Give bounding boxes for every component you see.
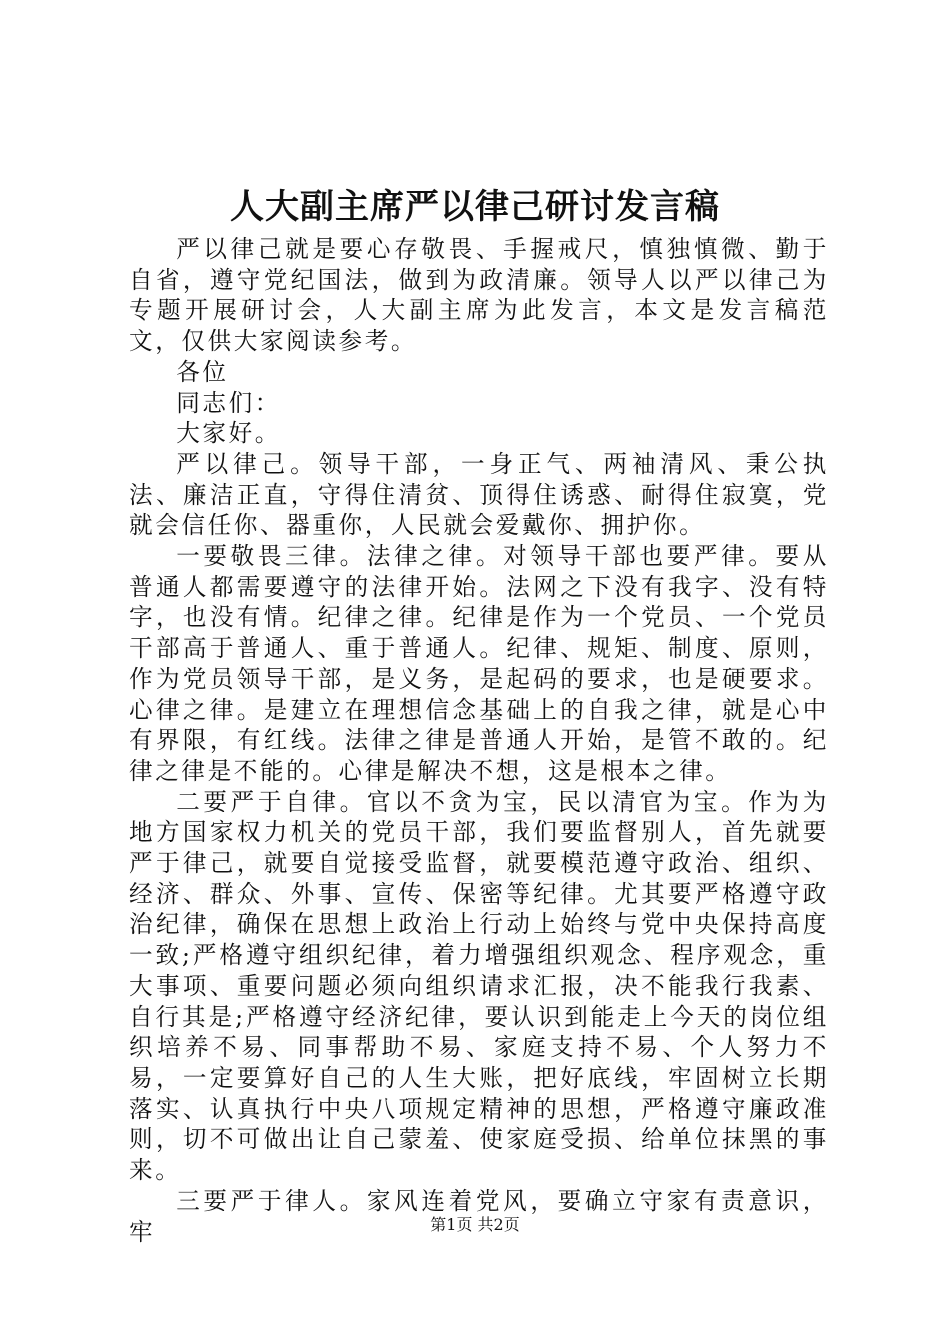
document-body [129, 234, 829, 1247]
paragraph-strict-self-discipline: 严以律己。领导干部，一身正气、两袖清风、秉公执法、廉洁正直，守得住清贫、顶得住诱惑、耐得住寂寞，党就会信任你、器重你，人民就会爱戴你、拥护你。 [129, 449, 829, 540]
paragraph-second-point: 二要严于自律。官以不贪为宝，民以清官为宝。作为为地方国家权力机关的党员干部，我们要监督别人，首先就要严于律己，就要自觉接受监督，就要模范遵守政治、组织、经济、群众、外事、宣传、保密等纪律。尤其要严格遵守政治纪律，确保在思想上政治上行动上始终与党中央保持高度一致;严格遵守组织纪律，着力增强组织观念、程序观念，重大事项、重要问题必须向组织请求汇报，决不能我行我素、自行其是;严格遵守经济纪律，要认识到能走上今天的岗位组织培养不易、同事帮助不易、家庭支持不易、个人努力不易，一定要算好自己的人生大账，把好底线，牢固树立长期落实、认真执行中央八项规定精神的思想，严格遵守廉政准则，切不可做出让自己蒙羞、使家庭受损、给单位抹黑的事来。 [129, 787, 829, 1185]
paragraph-intro: 严以律己就是要心存敬畏、手握戒尺，慎独慎微、勤于自省，遵守党纪国法，做到为政清廉。领导人以严以律己为专题开展研讨会，人大副主席为此发言，本文是发言稿范文，仅供大家阅读参考。 [129, 235, 829, 356]
document-title: 人大副主席严以律己研讨发言稿 [230, 187, 720, 227]
page-footer: 第1页 共2页 [430, 1215, 520, 1234]
paragraph-comrades: 同志们： [176, 388, 281, 417]
paragraph-first-point: 一要敬畏三律。法律之律。对领导干部也要严律。要从普通人都需要遵守的法律开始。法网之下没有我字、没有特字，也没有情。纪律之律。纪律是作为一个党员、一个党员干部高于普通人、重于普通人。纪律、规矩、制度、原则，作为党员领导干部，是义务，是起码的要求，也是硬要求。心律之律。是建立在理想信念基础上的自我之律，就是心中有界限，有红线。法律之律是普通人开始，是管不敢的。纪律之律是不能的。心律是解决不想，这是根本之律。 [129, 542, 829, 785]
paragraph-third-point: 三要严于律人。家风连着党风，要确立守家有责意识，牢 [129, 1186, 829, 1246]
paragraph-greeting: 大家好。 [176, 419, 281, 448]
paragraph-salutation: 各位 [176, 357, 229, 386]
